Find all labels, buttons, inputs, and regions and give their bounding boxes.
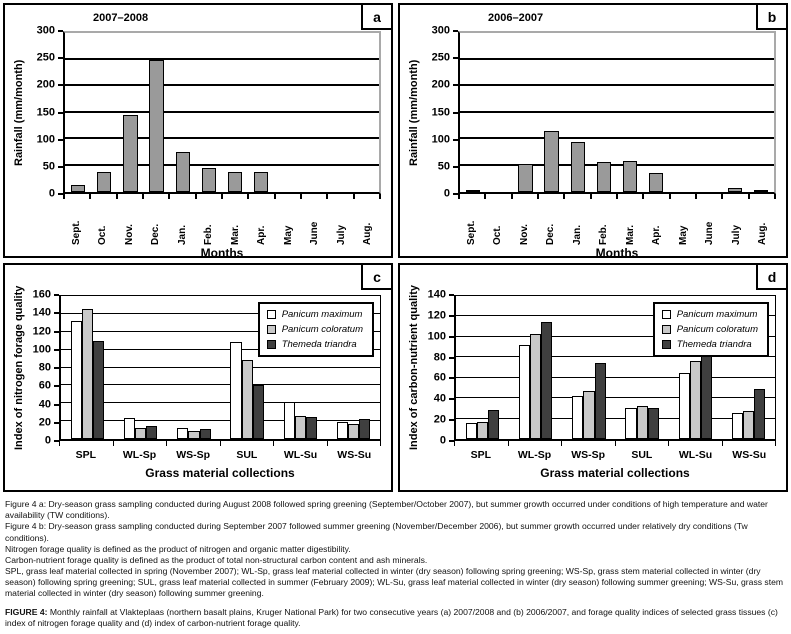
bar [625,408,636,439]
x-category-label [302,201,329,245]
legend [653,302,769,357]
bar [176,152,190,192]
x-category-label [196,201,223,245]
x-tick-mark [223,194,249,199]
caption-line: Carbon-nutrient forage quality is defined as the product of total non-structural carbon content and ash minerals. [5,554,428,565]
x-tick-mark [60,441,114,446]
y-tick-label: 60 [433,371,446,384]
y-tick-label: 140 [427,288,446,301]
y-tick-label: 20 [433,413,446,426]
category-slot [301,33,327,192]
x-tick-mark [355,194,381,199]
y-tick-label: 200 [36,78,55,91]
y-tick-label: 150 [36,106,55,118]
x-tick-mark [221,441,275,446]
legend-item [662,339,758,350]
x-tick-mark [460,194,486,199]
category-slot [167,296,220,439]
x-category-label-text: Jan. [571,224,583,245]
x-category-label [723,201,750,245]
x-tick-mark [562,441,616,446]
x-category-label-text: Feb. [203,224,215,245]
category-slot [460,33,486,192]
x-tick-mark [144,194,170,199]
chart-plot-row [9,285,381,451]
bar [754,190,768,192]
panel-label-a: a [361,5,391,30]
x-tick-mark [249,194,275,199]
legend-item [267,309,363,320]
x-category-label [169,201,196,245]
y-tick-label: 60 [38,379,51,392]
category-slot [117,33,143,192]
category-slot [539,33,565,192]
bar [135,428,146,439]
bar [732,413,743,439]
y-axis-title: Rainfall (mm/month) [408,59,420,166]
x-axis-title: Months [200,246,244,260]
category-slot [91,33,117,192]
y-tick-label: 100 [427,330,446,343]
x-tick-mark [274,441,328,446]
bar [541,322,552,439]
x-tick-mark [669,441,723,446]
bar [544,131,558,192]
figure-caption-text: Monthly rainfall at Vlakteplaas (northern basalt plains, Kruger National Park) for two consecutive years (a) 2007/2008 and (b) 2006/2007, and forage quality indices of selected grass tissues (c) index of nitrogen forage quality and (d) index of carbon-nutrient forage quality. [5,606,778,628]
y-tick-label: 40 [433,392,446,405]
figure-caption [5,607,785,629]
x-tick-mark [565,194,591,199]
panel-d [398,263,788,492]
category-slot [512,33,538,192]
bar [93,341,104,439]
bar [123,115,137,192]
x-category-label-text: Aug. [362,222,374,245]
category-slot [274,33,300,192]
y-tick-label: 160 [32,288,51,301]
bar [188,431,199,439]
x-category-label [644,201,671,245]
bar [242,360,253,439]
legend-swatch [267,340,276,349]
x-axis-title: Grass material collections [540,466,690,480]
category-slot [222,33,248,192]
y-axis-title: Index of nitrogen forage quality [13,285,25,451]
y-tick-label: 50 [437,160,450,173]
panel-label-d: d [756,265,786,290]
y-tick-label: 40 [38,398,51,410]
x-category-label: SPL [470,449,492,461]
x-category-label: WL-Sp [517,449,552,461]
x-category-label-text: Oct. [97,225,109,245]
category-slot [696,33,722,192]
y-tick-label: 100 [431,133,450,146]
y-tick-label: 100 [32,343,51,356]
category-slot [327,33,353,192]
x-category-label [116,201,143,245]
x-category-label [511,201,538,245]
plot-area [59,295,381,441]
x-tick-mark [513,194,539,199]
bar [649,173,663,192]
x-category-label: WL-Su [678,449,713,461]
x-category-label [328,201,355,245]
y-axis-title: Rainfall (mm/month) [13,59,25,166]
x-category-label-text: Dec. [150,223,162,245]
x-category-label-text: Apr. [651,225,663,245]
x-tick-mark [167,441,221,446]
bar [71,185,85,192]
x-category-label [670,201,697,245]
y-tick-label: 200 [431,78,450,91]
bar [306,417,317,439]
legend-item [267,324,363,335]
bar [701,349,712,439]
bar [254,172,268,192]
bar [623,161,637,192]
x-category-label [355,201,382,245]
caption-line: Figure 4 b: Dry-season grass sampling conducted during September 2007 followed summer greening (November/December 2006), but summer growth occurred under relatively dry conditions (Tw conditions). [5,521,748,543]
figure-caption-label: FIGURE 4: [5,606,48,617]
plot-area [63,31,381,194]
y-axis-ticks [424,288,454,447]
legend-label: Panicum coloratum [281,324,363,335]
x-tick-mark [750,194,776,199]
x-category-label [222,201,249,245]
x-tick-mark [486,194,512,199]
y-axis-title: Index of carbon-nutrient quality [408,285,420,451]
bar [754,389,765,439]
bar [337,422,348,439]
x-category-label: SUL [631,449,653,461]
category-slot [248,33,274,192]
x-category-label-text: Feb. [598,224,610,245]
category-slot [669,33,695,192]
category-slot [196,33,222,192]
x-category-label [458,201,485,245]
x-tick-mark [114,441,168,446]
x-tick-mark [723,194,749,199]
x-category-label [564,201,591,245]
y-tick-label: 120 [32,325,51,337]
bar [149,60,163,193]
x-tick-mark [91,194,117,199]
chart-title-a: 2007–2008 [93,12,149,24]
y-tick-label: 300 [431,24,450,37]
x-category-label [750,201,777,245]
x-tick-mark [455,441,509,446]
y-tick-label: 120 [427,309,446,322]
x-category-label-text: Oct. [492,225,504,245]
bar [82,309,93,439]
chart-c [5,285,391,480]
x-tick-mark [592,194,618,199]
bar [637,406,648,439]
y-tick-label: 20 [38,416,51,429]
category-slot [144,33,170,192]
bar [743,411,754,439]
category-slot [617,33,643,192]
category-slot [65,33,91,192]
chart-b [400,24,786,260]
legend-swatch [662,325,671,334]
chart-a [5,24,391,260]
category-slot [565,33,591,192]
y-tick-label: 300 [36,24,55,37]
x-category-label-text: May [677,225,689,245]
legend-swatch [267,325,276,334]
x-category-label-text: Jan. [176,224,188,245]
x-category-label [591,201,618,245]
x-tick-mark [197,194,223,199]
bars-layer [460,33,774,192]
legend-item [267,339,363,350]
bar [572,396,583,439]
plot-area [458,31,776,194]
x-tick-mark [671,194,697,199]
chart-plot-row [404,285,776,451]
chart-plot-row [404,24,776,200]
y-tick-label: 0 [48,187,55,200]
category-slot [170,33,196,192]
panel-a [3,3,393,258]
x-category-label-text: Mar. [229,224,241,245]
x-category-label-text: May [282,225,294,245]
y-tick-label: 250 [36,51,55,64]
plot-area [454,295,776,441]
bar [230,342,241,439]
category-slot [591,33,617,192]
legend-label: Panicum maximum [676,309,758,320]
x-category-label [485,201,512,245]
x-tick-mark [170,194,196,199]
x-category-label-text: June [309,221,321,245]
bar [359,419,370,439]
bar [690,361,701,439]
x-axis-ticks [63,194,381,199]
caption-line: Nitrogen forage quality is defined as the product of nitrogen and organic matter digestibility. [5,543,351,554]
x-tick-mark [276,194,302,199]
x-category-label [697,201,724,245]
category-slot [114,296,167,439]
bar [97,172,111,192]
x-tick-mark [539,194,565,199]
x-tick-mark [65,194,91,199]
category-slot [353,33,379,192]
bar [466,423,477,439]
x-tick-mark [302,194,328,199]
bar [348,424,359,439]
category-slot [486,33,512,192]
bar [253,385,264,439]
x-category-label [90,201,117,245]
y-tick-label: 80 [38,361,51,374]
legend-label: Themeda triandra [676,339,752,350]
panel-label-b: b [756,5,786,30]
legend-item [662,309,758,320]
x-category-label: SUL [236,449,258,461]
x-category-label-text: Apr. [256,225,268,245]
category-slot [456,296,509,439]
bar [71,321,82,439]
x-category-label-text: Nov. [123,224,135,245]
y-tick-label: 80 [433,351,446,364]
chart-plot-row [9,24,381,200]
bar [284,402,295,439]
x-category-label-text: Dec. [545,223,557,245]
bar [177,428,188,439]
x-category-labels [458,201,776,245]
chart-title-b: 2006–2007 [488,12,544,24]
x-category-label: WS-Sp [571,449,606,461]
x-category-label-text: Sept. [70,220,82,245]
panel-label-c: c [361,265,391,290]
caption [0,495,791,629]
x-category-label [617,201,644,245]
legend-swatch [662,310,671,319]
category-slot [509,296,562,439]
bar [202,168,216,192]
x-category-label [538,201,565,245]
x-tick-mark [328,441,382,446]
x-category-label-text: Mar. [624,224,636,245]
x-axis-ticks [59,441,381,446]
x-tick-mark [328,194,354,199]
y-tick-label: 140 [32,306,51,319]
y-tick-label: 0 [443,187,450,200]
bar [519,345,530,439]
x-category-label-text: Aug. [757,222,769,245]
x-tick-mark [616,441,670,446]
panel-b [398,3,788,258]
x-category-label-text: Sept. [465,220,477,245]
x-tick-mark [118,194,144,199]
bar [571,142,585,192]
category-slot [643,33,669,192]
bar [146,426,157,439]
bar [466,190,480,192]
x-tick-mark [618,194,644,199]
x-category-label [63,201,90,245]
bar [597,162,611,192]
x-axis-ticks [454,441,776,446]
bar [124,418,135,439]
x-tick-mark [697,194,723,199]
y-axis-ticks [424,24,458,200]
legend-swatch [267,310,276,319]
bar [488,410,499,439]
x-category-label-text: Nov. [518,224,530,245]
x-category-label [143,201,170,245]
bar [648,408,659,439]
y-tick-label: 150 [431,106,450,118]
x-category-label: WS-Sp [176,449,211,461]
y-tick-label: 100 [36,133,55,146]
x-category-labels [454,449,776,465]
x-category-label: SPL [75,449,97,461]
y-tick-label: 50 [42,160,55,173]
x-category-labels [63,201,381,245]
y-tick-label: 250 [431,51,450,64]
y-axis-ticks [29,24,63,200]
y-tick-label: 0 [44,434,51,447]
category-slot [748,33,774,192]
legend-label: Panicum maximum [281,309,363,320]
caption-line: Figure 4 a: Dry-season grass sampling conducted during August 2008 followed spring greening (September/October 2007), but summer growth occurred under conditions of high temperature and water availability (TW conditions). [5,499,768,521]
y-tick-label: 0 [439,434,446,447]
x-category-label [249,201,276,245]
legend-item [662,324,758,335]
category-slot [562,296,615,439]
caption-line: SPL, grass leaf material collected in spring (November 2007); WL-Sp, grass leaf material collected in winter (dry season) following spring greening; WS-Sp, grass stem material collected in winter (dry season) following spring greening; SUL, grass leaf material collected in summer (February 2009); WL-Su, grass leaf material collected in winter (dry season) following summer greening; WS-Su, grass stem material collected in winter (dry season) following summer greening. [5,566,784,599]
bar [477,422,488,439]
x-category-labels [59,449,381,465]
bar [530,334,541,439]
bar [228,172,242,192]
x-category-label: WL-Su [283,449,318,461]
x-category-label-text: July [730,224,742,245]
x-tick-mark [509,441,563,446]
bars-layer [65,33,379,192]
x-tick-mark [644,194,670,199]
x-axis-ticks [458,194,776,199]
legend-swatch [662,340,671,349]
bar [295,416,306,439]
x-category-label-text: June [704,221,716,245]
bar [595,363,606,439]
category-slot [722,33,748,192]
x-category-label [275,201,302,245]
bar [200,429,211,439]
x-category-label: WS-Su [337,449,372,461]
x-tick-mark [723,441,777,446]
bar [518,164,532,192]
chart-d [400,285,786,480]
x-category-label-text: July [335,224,347,245]
bar [679,373,690,439]
y-axis-ticks [29,288,59,447]
x-category-label: WL-Sp [122,449,157,461]
x-axis-title: Months [595,246,639,260]
bar [728,188,742,192]
x-category-label: WS-Su [732,449,767,461]
legend [258,302,374,357]
legend-label: Themeda triandra [281,339,357,350]
legend-label: Panicum coloratum [676,324,758,335]
category-slot [61,296,114,439]
x-axis-title: Grass material collections [145,466,295,480]
bar [583,391,594,439]
panel-c [3,263,393,492]
